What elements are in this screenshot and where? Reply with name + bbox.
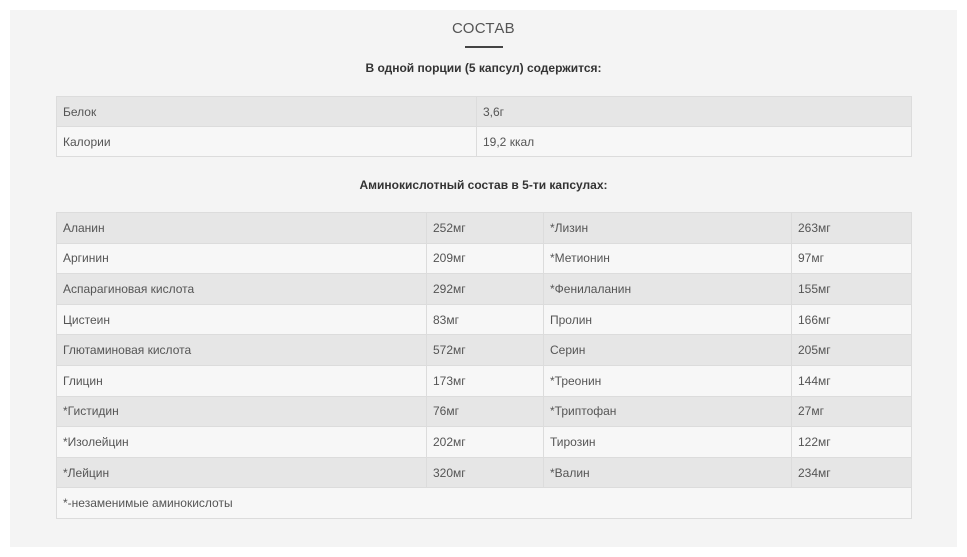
amino-name: *Метионин — [544, 243, 792, 274]
amino-amount: 173мг — [427, 365, 544, 396]
amino-name: Серин — [544, 335, 792, 366]
amino-amount: 263мг — [792, 213, 912, 244]
amino-name: Глютаминовая кислота — [57, 335, 427, 366]
table-row — [57, 243, 912, 274]
amino-amount: 572мг — [427, 335, 544, 366]
amino-amount: 252мг — [427, 213, 544, 244]
amino-name: *Треонин — [544, 365, 792, 396]
amino-name: Аспарагиновая кислота — [57, 274, 427, 305]
serving-heading: В одной порции (5 капсул) содержится: — [365, 61, 602, 75]
amino-amount: 234мг — [792, 457, 912, 488]
amino-name: Цистеин — [57, 304, 427, 335]
table-row — [57, 97, 912, 127]
amino-amount: 202мг — [427, 427, 544, 458]
amino-name: *Валин — [544, 457, 792, 488]
amino-name: Аргинин — [57, 243, 427, 274]
amino-amount: 144мг — [792, 365, 912, 396]
table-row — [57, 427, 912, 458]
footnote-row — [57, 488, 912, 519]
amino-amount: 166мг — [792, 304, 912, 335]
amino-name: Глицин — [57, 365, 427, 396]
amino-name: *Фенилаланин — [544, 274, 792, 305]
amino-amount: 292мг — [427, 274, 544, 305]
table-row — [57, 213, 912, 244]
amino-amount: 76мг — [427, 396, 544, 427]
section-title: СОСТАВ — [452, 20, 515, 37]
footnote: *-незаменимые аминокислоты — [57, 488, 912, 519]
amino-name: *Гистидин — [57, 396, 427, 427]
amino-amount: 97мг — [792, 243, 912, 274]
table-row — [57, 274, 912, 305]
composition-panel — [10, 10, 957, 547]
amino-amount: 155мг — [792, 274, 912, 305]
amino-amount: 320мг — [427, 457, 544, 488]
amino-name: Тирозин — [544, 427, 792, 458]
table-row — [57, 365, 912, 396]
amino-amount: 83мг — [427, 304, 544, 335]
amino-name: *Изолейцин — [57, 427, 427, 458]
nutrient-name: Калории — [57, 127, 477, 157]
nutrient-name: Белок — [57, 97, 477, 127]
amino-amount: 122мг — [792, 427, 912, 458]
amino-name: Пролин — [544, 304, 792, 335]
table-row — [57, 457, 912, 488]
nutrient-value: 19,2 ккал — [477, 127, 912, 157]
title-underline — [465, 46, 503, 48]
table-row — [57, 304, 912, 335]
nutrition-table — [56, 96, 912, 157]
amino-amount: 209мг — [427, 243, 544, 274]
amino-heading: Аминокислотный состав в 5-ти капсулах: — [359, 178, 608, 192]
nutrient-value: 3,6г — [477, 97, 912, 127]
amino-name: *Лизин — [544, 213, 792, 244]
amino-name: *Триптофан — [544, 396, 792, 427]
table-row — [57, 335, 912, 366]
amino-acid-table — [56, 212, 912, 519]
table-row — [57, 127, 912, 157]
amino-amount: 205мг — [792, 335, 912, 366]
amino-amount: 27мг — [792, 396, 912, 427]
amino-name: Аланин — [57, 213, 427, 244]
table-row — [57, 396, 912, 427]
amino-name: *Лейцин — [57, 457, 427, 488]
